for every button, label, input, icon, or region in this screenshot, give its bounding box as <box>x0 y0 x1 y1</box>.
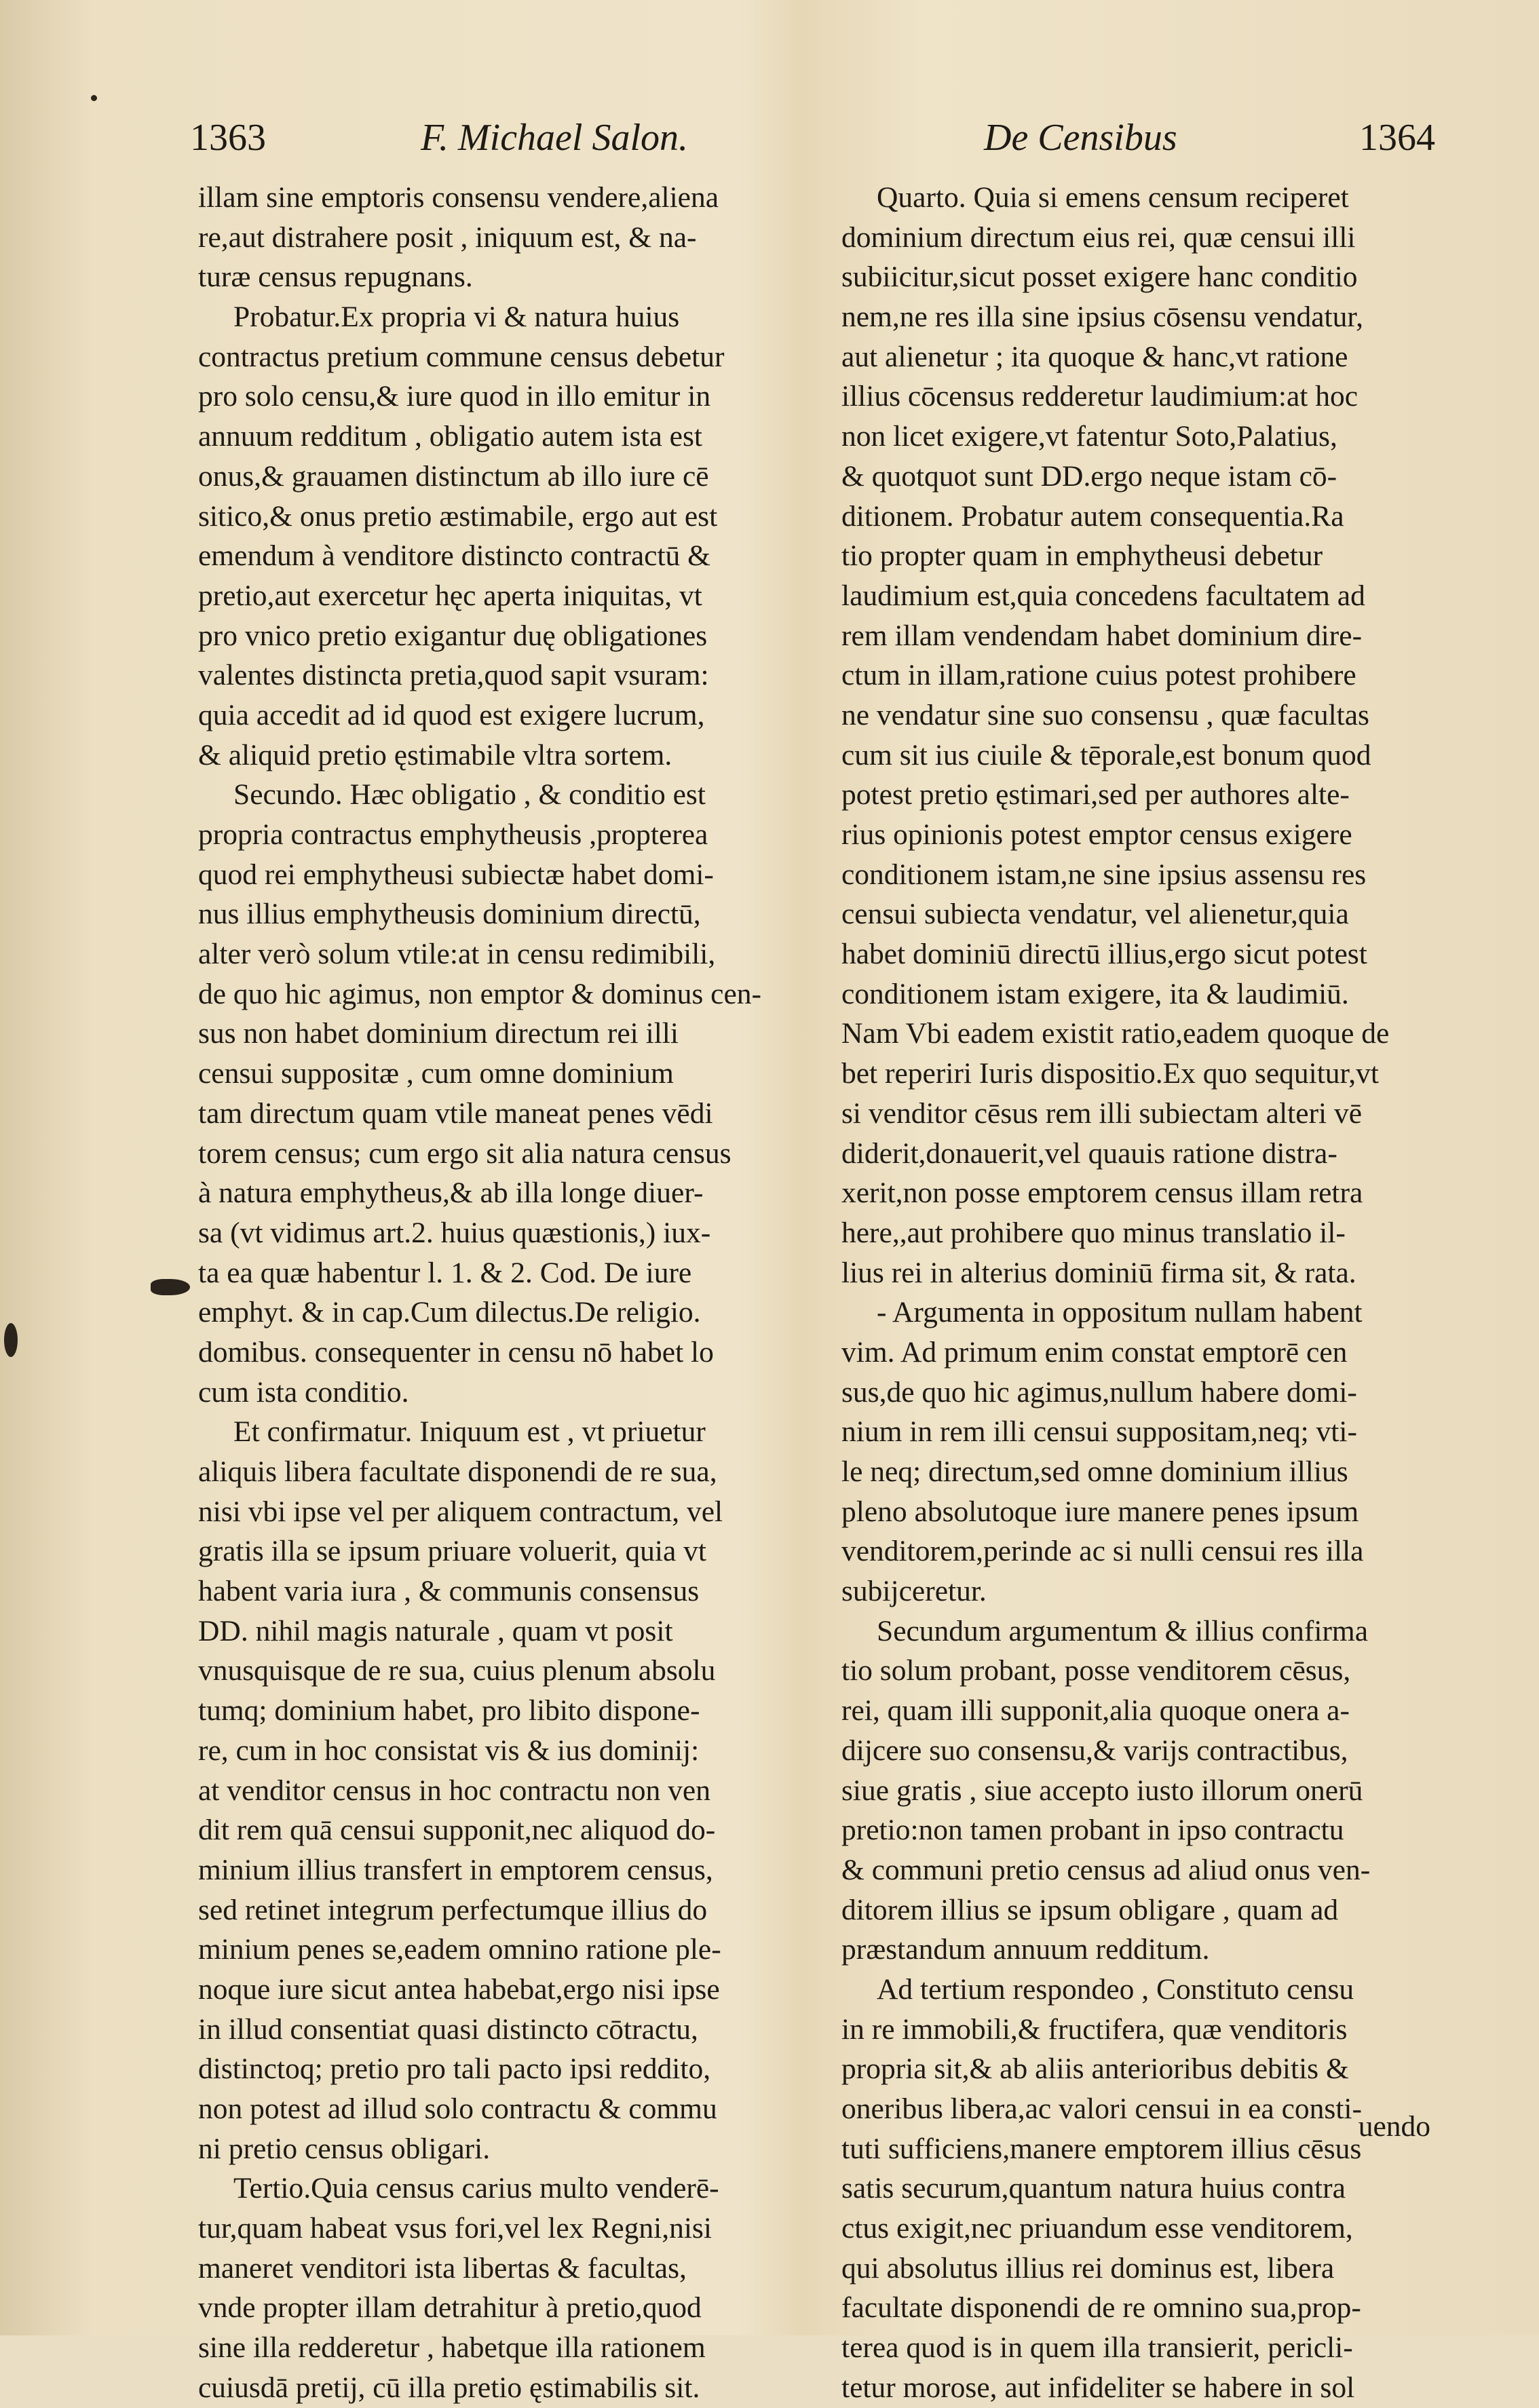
text-line: sitico,& onus pretio æstimabile, ergo aut est <box>198 499 718 533</box>
text-line: tetur morose, aut infideliter se habere in sol <box>841 2371 1355 2404</box>
text-line: domibus. consequenter in censu nō habet lo <box>198 1335 714 1369</box>
text-line: & quotquot sunt DD.ergo neque istam cō- <box>841 459 1337 493</box>
text-line: non potest ad illud solo contractu & commu <box>198 2092 717 2125</box>
text-line: & aliquid pretio ęstimabile vltra sortem. <box>198 738 672 771</box>
text-line: tam directum quam vtile maneat penes vēdi <box>198 1096 713 1130</box>
text-line: tio propter quam in emphytheusi debetur <box>841 539 1323 573</box>
text-line: minium illius transfert in emptorem census, <box>198 1853 713 1886</box>
text-line: sine illa redderetur , habetque illa rationem <box>198 2331 706 2365</box>
text-line: terea quod is in quem illa transierit, pericli- <box>841 2331 1353 2365</box>
text-line: quod rei emphytheusi subiectæ habet domi- <box>198 858 714 891</box>
text-line: distinctoq; pretio pro tali pacto ipsi reddito, <box>198 2052 711 2086</box>
text-line: Ad tertium respondeo , Constituto censu <box>877 1972 1354 2006</box>
text-line: alter verò solum vtile:at in censu redimibili, <box>198 938 716 971</box>
manicule-mark <box>151 1279 190 1295</box>
page-header <box>190 114 1435 168</box>
right-text-column <box>841 178 1432 2408</box>
text-line: conditionem istam,ne sine ipsius assensu res <box>841 858 1367 891</box>
text-line: facultate disponendi de re omnino sua,prop- <box>841 2291 1361 2325</box>
page-number-left: 1363 <box>190 117 266 159</box>
text-line: cuiusdā pretij, cū illa pretio ęstimabilis sit. <box>198 2371 700 2404</box>
text-line: conditionem istam exigere, ita & laudimiū. <box>841 977 1349 1010</box>
ink-blot <box>4 1323 18 1357</box>
page-number-right: 1364 <box>1359 117 1435 159</box>
text-line: habent varia iura , & communis consensus <box>198 1575 700 1608</box>
text-line: Nam Vbi eadem existit ratio,eadem quoque de <box>841 1017 1390 1050</box>
text-line: gratis illa se ipsum priuare voluerit, quia vt <box>198 1535 706 1568</box>
text-line: potest pretio ęstimari,sed per authores alte- <box>841 778 1350 811</box>
text-line: Probatur.Ex propria vi & natura huius <box>233 301 680 334</box>
text-line: quia accedit ad id quod est exigere lucrum, <box>198 698 705 731</box>
text-line: sa (vt vidimus art.2. huius quæstionis,) iux- <box>198 1216 711 1249</box>
text-line: DD. nihil magis naturale , quam vt posit <box>198 1614 673 1647</box>
text-line: censui subiecta vendatur, vel alienetur,quia <box>841 898 1349 931</box>
text-line: præstandum annuum redditum. <box>841 1933 1210 1966</box>
text-line: aut alienetur ; ita quoque & hanc,vt ratione <box>841 340 1348 373</box>
text-line: dominium directum eius rei, quæ censui illi <box>841 221 1356 254</box>
text-line: illius cōcensus redderetur laudimium:at hoc <box>841 380 1358 413</box>
text-line: onus,& grauamen distinctum ab illo iure cē <box>198 459 709 493</box>
text-line: valentes distincta pretia,quod sapit vsuram: <box>198 659 709 692</box>
text-line: sus non habet dominium directum rei illi <box>198 1017 679 1050</box>
running-head-left: F. Michael Salon. <box>421 117 689 159</box>
text-line: satis securum,quantum natura huius contra <box>841 2172 1346 2205</box>
text-line: ctus exigit,nec priuandum esse venditorem, <box>841 2212 1353 2245</box>
left-text-column <box>198 178 799 2408</box>
text-line: laudimium est,quia concedens facultatem ad <box>841 579 1365 612</box>
text-line: non licet exigere,vt fatentur Soto,Palatius, <box>841 420 1337 453</box>
text-line: rius opinionis potest emptor census exigere <box>841 818 1352 851</box>
text-line: Secundum argumentum & illius confirma <box>877 1614 1369 1647</box>
text-line: censui suppositæ , cum omne dominium <box>198 1057 674 1090</box>
text-line: here,,aut prohibere quo minus translatio il- <box>841 1216 1346 1249</box>
text-line: pretio:non tamen probant in ipso contractu <box>841 1814 1344 1847</box>
text-line: torem census; cum ergo sit alia natura census <box>198 1136 732 1170</box>
text-line: si venditor cēsus rem illi subiectam alteri vē <box>841 1096 1363 1130</box>
text-line: qui absolutus illius rei dominus est, libera <box>841 2251 1335 2285</box>
text-line: - Argumenta in oppositum nullam habent <box>877 1296 1363 1329</box>
text-line: rei, quam illi supponit,alia quoque onera a- <box>841 1694 1350 1727</box>
text-line: xerit,non posse emptorem census illam retra <box>841 1177 1363 1210</box>
text-line: in re immobili,& fructifera, quæ venditoris <box>841 2012 1348 2046</box>
text-line: sus,de quo hic agimus,nullum habere domi- <box>841 1375 1357 1409</box>
text-line: contractus pretium commune census debetur <box>198 340 725 373</box>
text-line: ditionem. Probatur autem consequentia.Ra <box>841 499 1344 533</box>
text-line: vnde propter illam detrahitur à pretio,quod <box>198 2291 702 2325</box>
text-line: dit rem quā censui supponit,nec aliquod do- <box>198 1814 716 1847</box>
text-line: cum sit ius ciuile & tēporale,est bonum quod <box>841 738 1371 771</box>
text-line: diderit,donauerit,vel quauis ratione distra- <box>841 1136 1337 1170</box>
text-line: bet reperiri Iuris dispositio.Ex quo sequitur,vt <box>841 1057 1380 1090</box>
running-head-right: De Censibus <box>984 117 1177 159</box>
text-line: illam sine emptoris consensu vendere,aliena <box>198 181 719 214</box>
text-line: pro solo censu,& iure quod in illo emitur in <box>198 380 711 413</box>
text-line: rem illam vendendam habet dominium dire- <box>841 619 1363 652</box>
text-line: pleno absolutoque iure manere penes ipsum <box>841 1495 1359 1528</box>
text-line: Tertio.Quia census carius multo venderē- <box>233 2172 719 2205</box>
text-line: noque iure sicut antea habebat,ergo nisi ipse <box>198 1972 720 2006</box>
text-line: minium penes se,eadem omnino ratione ple- <box>198 1933 721 1966</box>
catchword: uendo <box>1358 2110 1430 2143</box>
text-line: le neq; directum,sed omne dominium illius <box>841 1455 1348 1488</box>
text-line: in illud consentiat quasi distincto cōtractu, <box>198 2012 698 2046</box>
text-line: subiicitur,sicut posset exigere hanc conditio <box>841 261 1358 294</box>
text-line: vim. Ad primum enim constat emptorē cen <box>841 1335 1348 1369</box>
text-line: dijcere suo consensu,& varijs contractibus, <box>841 1734 1348 1767</box>
text-line: pretio,aut exercetur hęc aperta iniquitas, vt <box>198 579 702 612</box>
text-line: ne vendatur sine suo consensu , quæ facultas <box>841 698 1369 731</box>
text-line: vnusquisque de re sua, cuius plenum absolu <box>198 1654 716 1687</box>
text-line: nem,ne res illa sine ipsius cōsensu vendatur, <box>841 301 1364 334</box>
text-line: à natura emphytheus,& ab illa longe diuer- <box>198 1177 704 1210</box>
ink-speck <box>91 95 97 101</box>
text-line: at venditor census in hoc contractu non ven <box>198 1774 710 1807</box>
text-line: nium in rem illi censui suppositam,neq; vti- <box>841 1415 1357 1449</box>
text-line: turæ census repugnans. <box>198 261 473 294</box>
text-line: & communi pretio census ad aliud onus ven- <box>841 1853 1371 1886</box>
text-line: emendum à venditore distincto contractū & <box>198 539 710 573</box>
text-line: ditorem illius se ipsum obligare , quam ad <box>841 1893 1339 1926</box>
text-line: re, cum in hoc consistat vis & ius dominij: <box>198 1734 700 1767</box>
text-line: aliquis libera facultate disponendi de re sua, <box>198 1455 717 1488</box>
text-line: propria contractus emphytheusis ,propterea <box>198 818 708 851</box>
text-line: emphyt. & in cap.Cum dilectus.De religio. <box>198 1296 701 1329</box>
text-line: oneribus libera,ac valori censui in ea consti- <box>841 2092 1363 2125</box>
text-line: annuum redditum , obligatio autem ista est <box>198 420 702 453</box>
text-line: tuti sufficiens,manere emptorem illius cēsus <box>841 2132 1362 2165</box>
text-line: de quo hic agimus, non emptor & dominus cen- <box>198 977 761 1010</box>
text-line: nisi vbi ipse vel per aliquem contractum, vel <box>198 1495 723 1528</box>
text-line: tur,quam habeat vsus fori,vel lex Regni,nisi <box>198 2212 712 2245</box>
text-line: ni pretio census obligari. <box>198 2132 491 2165</box>
text-line: Quarto. Quia si emens censum reciperet <box>877 181 1349 214</box>
text-line: lius rei in alterius dominiū firma sit, & rata. <box>841 1256 1356 1289</box>
text-line: pro vnico pretio exigantur duę obligationes <box>198 619 708 652</box>
text-line: venditorem,perinde ac si nulli censui res illa <box>841 1535 1364 1568</box>
text-line: Et confirmatur. Iniquum est , vt priuetur <box>233 1415 706 1449</box>
text-line: re,aut distrahere posit , iniquum est, & na- <box>198 221 697 254</box>
text-line: siue gratis , siue accepto iusto illorum onerū <box>841 1774 1363 1807</box>
text-line: tio solum probant, posse venditorem cēsus, <box>841 1654 1351 1687</box>
text-line: sed retinet integrum perfectumque illius do <box>198 1893 708 1926</box>
text-line: maneret venditori ista libertas & facultas, <box>198 2251 687 2285</box>
text-line: nus illius emphytheusis dominium directū, <box>198 898 701 931</box>
text-line: Secundo. Hæc obligatio , & conditio est <box>233 778 706 811</box>
text-line: ta ea quæ habentur l. 1. & 2. Cod. De iure <box>198 1256 692 1289</box>
text-line: cum ista conditio. <box>198 1375 409 1409</box>
text-line: subijceretur. <box>841 1575 987 1608</box>
text-line: propria sit,& ab aliis anterioribus debitis & <box>841 2052 1349 2086</box>
text-line: ctum in illam,ratione cuius potest prohibere <box>841 659 1356 692</box>
text-line: habet dominiū directū illius,ergo sicut potest <box>841 938 1367 971</box>
text-line: tumq; dominium habet, pro libito dispone- <box>198 1694 700 1727</box>
